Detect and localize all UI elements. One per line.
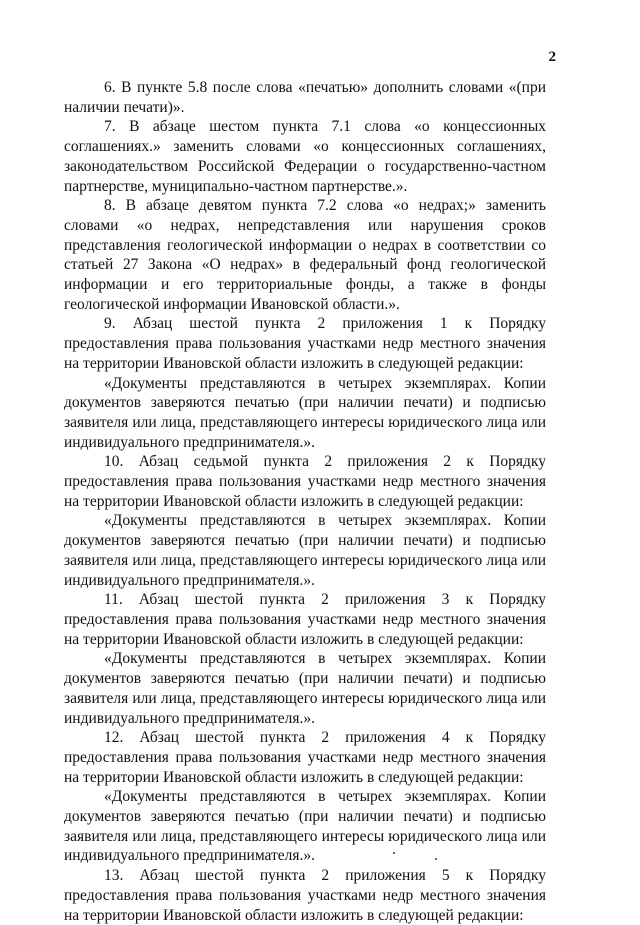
paragraph-item-9: 9. Абзац шестой пункта 2 приложения 1 к Порядку предоставления права пользования участками недр местного значения на территории Ивановской области изложить в следующей редакции: <box>64 315 546 372</box>
paragraph-item-12: 12. Абзац шестой пункта 2 приложения 4 к Порядку предоставления права пользования участками недр местного значения на территории Ивановской области изложить в следующей редакции: <box>64 729 546 786</box>
page-number: 2 <box>548 49 556 65</box>
quoted-text-item-9: «Документы представляются в четырех экземплярах. Копии документов заверяются печатью (при наличии печати) и подписью заявителя или лица, представляющего интересы юридического лица или индивидуального предпринимателя.». <box>64 374 546 451</box>
scan-artifact-dot <box>435 858 437 860</box>
quoted-text-item-12: «Документы представляются в четырех экземплярах. Копии документов заверяются печатью (при наличии печати) и подписью заявителя или лица, представляющего интересы юридического лица или индивидуального предпринимателя.». <box>64 788 546 865</box>
paragraph-item-6: 6. В пункте 5.8 после слова «печатью» дополнить словами «(при наличии печати)». <box>64 79 546 116</box>
paragraph-item-10: 10. Абзац седьмой пункта 2 приложения 2 к Порядку предоставления права пользования участками недр местного значения на территории Ивановской области изложить в следующей редакции: <box>64 453 546 510</box>
quoted-text-item-11: «Документы представляются в четырех экземплярах. Копии документов заверяются печатью (при наличии печати) и подписью заявителя или лица, представляющего интересы юридического лица или индивидуального предпринимателя.». <box>64 650 546 727</box>
paragraph-item-13: 13. Абзац шестой пункта 2 приложения 5 к Порядку предоставления права пользования участками недр местного значения на территории Ивановской области изложить в следующей редакции: <box>64 867 546 924</box>
document-body <box>64 78 546 925</box>
quoted-text-item-10: «Документы представляются в четырех экземплярах. Копии документов заверяются печатью (при наличии печати) и подписью заявителя или лица, представляющего интересы юридического лица или индивидуального предпринимателя.». <box>64 512 546 589</box>
paragraph-item-11: 11. Абзац шестой пункта 2 приложения 3 к Порядку предоставления права пользования участками недр местного значения на территории Ивановской области изложить в следующей редакции: <box>64 591 546 648</box>
paragraph-item-7: 7. В абзаце шестом пункта 7.1 слова «о концессионных соглашениях.» заменить словами «о концессионных соглашениях, законодательством Российской Федерации о государственно-частном партнерстве, муниципально-частном партнерстве.». <box>64 118 546 195</box>
scan-artifact-dot <box>393 852 395 854</box>
paragraph-item-8: 8. В абзаце девятом пункта 7.2 слова «о недрах;» заменить словами «о недрах, непредставления или нарушения сроков представления геологической информации о недрах в соответствии со статьей 27 Закона «О недрах» в федеральный фонд геологической информации и его территориальные фонды, а также в фонды геологической информации Ивановской области.». <box>64 197 546 313</box>
